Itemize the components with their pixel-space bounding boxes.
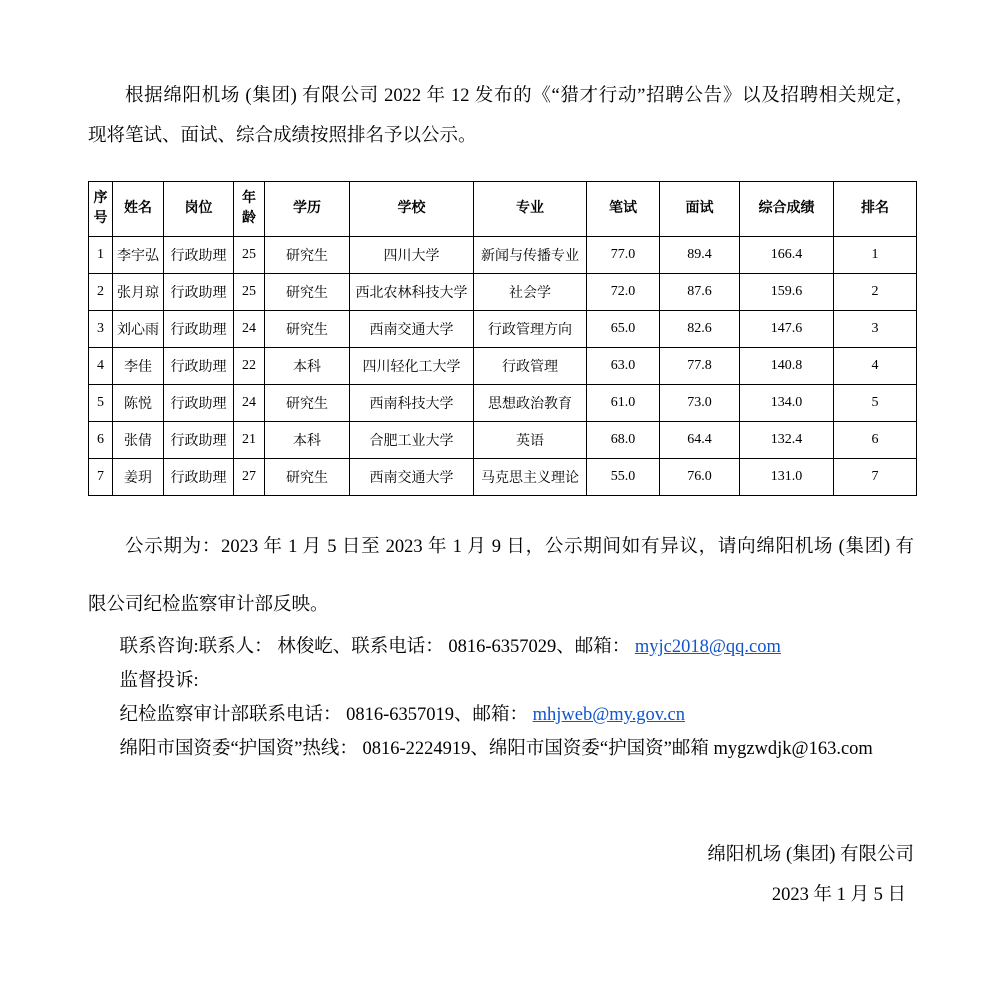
table-cell: 76.0 (660, 459, 740, 496)
table-cell: 李宇弘 (113, 237, 164, 274)
table-cell: 研究生 (265, 385, 350, 422)
column-header: 序号 (89, 182, 113, 237)
table-cell: 63.0 (587, 348, 660, 385)
contact-line-consult (88, 630, 914, 664)
contact-line-audit (88, 698, 914, 732)
table-cell: 166.4 (740, 237, 834, 274)
table-cell: 四川大学 (350, 237, 474, 274)
contact-line-supervise: 监督投诉: (119, 671, 199, 691)
email-link-audit[interactable]: mhjweb@my.gov.cn (532, 705, 685, 725)
signature-company: 绵阳机场 (集团) 有限公司 (707, 845, 914, 865)
column-header: 年龄 (234, 182, 265, 237)
table-cell: 140.8 (740, 348, 834, 385)
table-cell: 2 (89, 274, 113, 311)
table-row (89, 422, 917, 459)
table-cell: 本科 (265, 422, 350, 459)
table-cell: 张月琼 (113, 274, 164, 311)
intro-line-2: 现将笔试、面试、综合成绩按照排名予以公示。 (88, 126, 477, 146)
table-cell: 西南交通大学 (350, 311, 474, 348)
table-cell: 行政助理 (164, 311, 234, 348)
table-cell: 行政管理 (474, 348, 587, 385)
table-cell: 159.6 (740, 274, 834, 311)
table-cell: 张倩 (113, 422, 164, 459)
table-cell: 27 (234, 459, 265, 496)
table-cell: 6 (834, 422, 917, 459)
table-cell: 68.0 (587, 422, 660, 459)
notice-paragraph (88, 518, 914, 634)
table-cell: 行政助理 (164, 237, 234, 274)
table-cell: 55.0 (587, 459, 660, 496)
signature-date: 2023 年 1 月 5 日 (771, 885, 906, 905)
table-cell: 西南交通大学 (350, 459, 474, 496)
table-cell: 65.0 (587, 311, 660, 348)
signature-block (88, 840, 914, 910)
table-cell: 64.4 (660, 422, 740, 459)
table-cell: 马克思主义理论 (474, 459, 587, 496)
table-cell: 研究生 (265, 237, 350, 274)
table-cell: 147.6 (740, 311, 834, 348)
table-cell: 陈悦 (113, 385, 164, 422)
intro-line-1: 根据绵阳机场 (集团) 有限公司 2022 年 12 发布的《“猎才行动”招聘公告》以及招聘相关规定， (125, 86, 914, 106)
table-cell: 77.0 (587, 237, 660, 274)
table-cell: 5 (89, 385, 113, 422)
table-row (89, 459, 917, 496)
table-cell: 英语 (474, 422, 587, 459)
table-cell: 22 (234, 348, 265, 385)
column-header: 笔试 (587, 182, 660, 237)
table-cell: 行政助理 (164, 459, 234, 496)
table-cell: 82.6 (660, 311, 740, 348)
table-cell: 24 (234, 311, 265, 348)
table-cell: 131.0 (740, 459, 834, 496)
table-cell: 25 (234, 274, 265, 311)
table-cell: 合肥工业大学 (350, 422, 474, 459)
table-cell: 研究生 (265, 274, 350, 311)
table-cell: 61.0 (587, 385, 660, 422)
table-row (89, 311, 917, 348)
table-cell: 1 (89, 237, 113, 274)
column-header: 排名 (834, 182, 917, 237)
table-cell: 1 (834, 237, 917, 274)
table-cell: 研究生 (265, 311, 350, 348)
column-header: 综合成绩 (740, 182, 834, 237)
table-cell: 四川轻化工大学 (350, 348, 474, 385)
table-cell: 77.8 (660, 348, 740, 385)
table-cell: 研究生 (265, 459, 350, 496)
email-link-consult[interactable]: myjc2018@qq.com (634, 637, 781, 657)
table-cell: 本科 (265, 348, 350, 385)
contact-info (88, 630, 914, 766)
table-cell: 72.0 (587, 274, 660, 311)
table-cell: 5 (834, 385, 917, 422)
table-cell: 社会学 (474, 274, 587, 311)
column-header: 岗位 (164, 182, 234, 237)
table-cell: 行政助理 (164, 274, 234, 311)
table-cell: 行政助理 (164, 348, 234, 385)
table-cell: 李佳 (113, 348, 164, 385)
contact-consult-text: 联系咨询:联系人： 林俊屹、联系电话： 0816-6357029、邮箱： (119, 637, 635, 657)
results-table (88, 181, 917, 496)
table-row (89, 237, 917, 274)
table-cell: 3 (89, 311, 113, 348)
results-table-head (89, 182, 917, 237)
table-cell: 刘心雨 (113, 311, 164, 348)
table-cell: 87.6 (660, 274, 740, 311)
table-row (89, 385, 917, 422)
intro-paragraph (88, 76, 914, 156)
table-cell: 3 (834, 311, 917, 348)
table-cell: 行政助理 (164, 422, 234, 459)
table-cell: 4 (834, 348, 917, 385)
table-cell: 西北农林科技大学 (350, 274, 474, 311)
table-cell: 21 (234, 422, 265, 459)
table-row (89, 274, 917, 311)
column-header: 学校 (350, 182, 474, 237)
results-table-body (89, 237, 917, 496)
table-cell: 4 (89, 348, 113, 385)
notice-line-2: 限公司纪检监察审计部反映。 (88, 595, 329, 615)
table-cell: 行政管理方向 (474, 311, 587, 348)
contact-audit-text: 纪检监察审计部联系电话： 0816-6357019、邮箱： (119, 705, 533, 725)
table-cell: 89.4 (660, 237, 740, 274)
column-header: 专业 (474, 182, 587, 237)
table-cell: 姜玥 (113, 459, 164, 496)
column-header: 姓名 (113, 182, 164, 237)
contact-line-sasac: 绵阳市国资委“护国资”热线： 0816-2224919、绵阳市国资委“护国资”邮箱 mygzwdjk@163.com (119, 739, 873, 759)
column-header: 面试 (660, 182, 740, 237)
table-header-row (89, 182, 917, 237)
table-row (89, 348, 917, 385)
table-cell: 新闻与传播专业 (474, 237, 587, 274)
table-cell: 25 (234, 237, 265, 274)
table-cell: 134.0 (740, 385, 834, 422)
table-cell: 7 (834, 459, 917, 496)
table-cell: 西南科技大学 (350, 385, 474, 422)
table-cell: 6 (89, 422, 113, 459)
table-cell: 7 (89, 459, 113, 496)
notice-line-1: 公示期为：2023 年 1 月 5 日至 2023 年 1 月 9 日，公示期间如有异议，请向绵阳机场 (集团) 有 (125, 537, 914, 557)
column-header: 学历 (265, 182, 350, 237)
table-cell: 行政助理 (164, 385, 234, 422)
table-cell: 132.4 (740, 422, 834, 459)
table-cell: 思想政治教育 (474, 385, 587, 422)
table-cell: 24 (234, 385, 265, 422)
table-cell: 2 (834, 274, 917, 311)
table-cell: 73.0 (660, 385, 740, 422)
